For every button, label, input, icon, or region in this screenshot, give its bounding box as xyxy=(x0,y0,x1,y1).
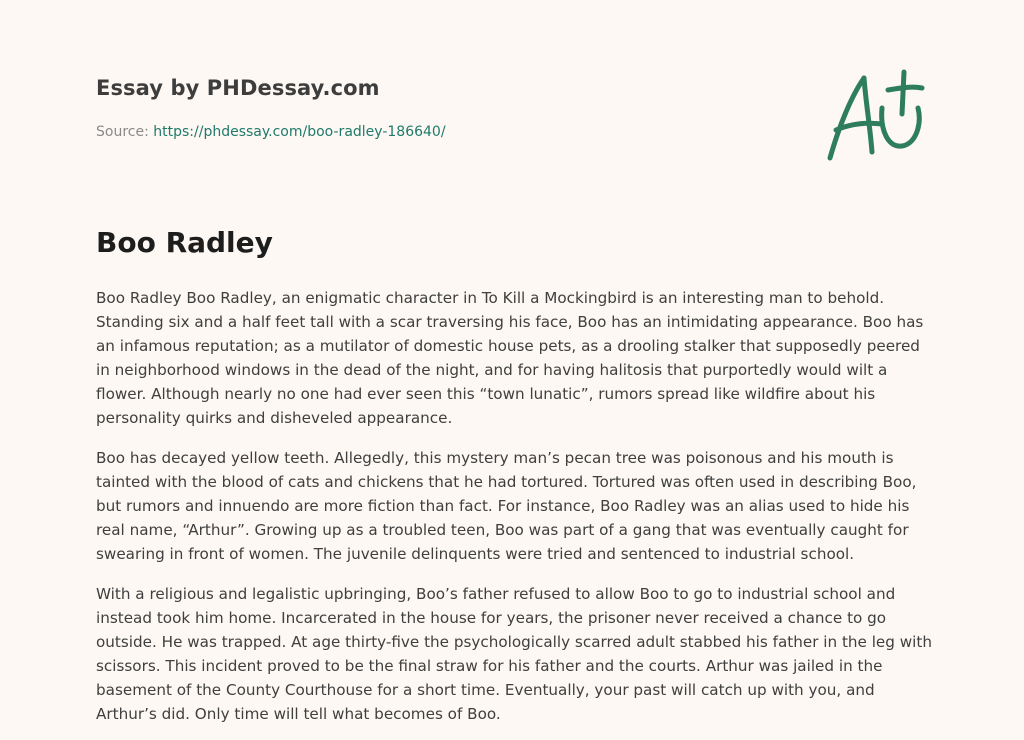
source-line xyxy=(96,124,446,140)
essay-paragraph-2: Boo has decayed yellow teeth. Allegedly, this mystery man’s pecan tree was poisonous and his mouth is tainted with the blood of cats and chickens that he had tortured. Tortured was often used in describing Boo, but rumors and innuendo are more fiction than fact. For instance, Boo Radley was an alias used to hide his real name, “Arthur”. Growing up as a troubled teen, Boo was part of a gang that was eventually caught for swearing in front of women. The juvenile delinquents were tried and sentenced to industrial school. xyxy=(96,449,917,563)
essay-title: Boo Radley xyxy=(96,226,273,259)
a-plus-logo-icon xyxy=(822,68,926,164)
essay-body xyxy=(96,286,934,740)
source-link[interactable]: https://phdessay.com/boo-radley-186640/ xyxy=(153,124,446,140)
essay-paragraph-3: With a religious and legalistic upbringing, Boo’s father refused to allow Boo to go to industrial school and instead took him home. Incarcerated in the house for years, the prisoner never received a chance to go outside. He was trapped. At age thirty-five the psychologically scarred adult stabbed his father in the leg with scissors. This incident proved to be the final straw for his father and the courts. Arthur was jailed in the basement of the County Courthouse for a short time. Eventually, your past will catch up with you, and Arthur’s did. Only time will tell what becomes of Boo. xyxy=(96,585,932,723)
site-title: Essay by PHDessay.com xyxy=(96,76,380,100)
page-header xyxy=(96,76,446,140)
source-label: Source: xyxy=(96,124,154,140)
essay-paragraph-1: Boo Radley Boo Radley, an enigmatic character in To Kill a Mockingbird is an interesting man to behold. Standing six and a half feet tall with a scar traversing his face, Boo has an intimidating appearance. Boo has an infamous reputation; as a mutilator of domestic house pets, as a drooling stalker that supposedly peered in neighborhood windows in the dead of the night, and for having halitosis that purportedly would wilt a flower. Although nearly no one had ever seen this “town lunatic”, rumors spread like wildfire about his personality quirks and disheveled appearance. xyxy=(96,289,924,427)
